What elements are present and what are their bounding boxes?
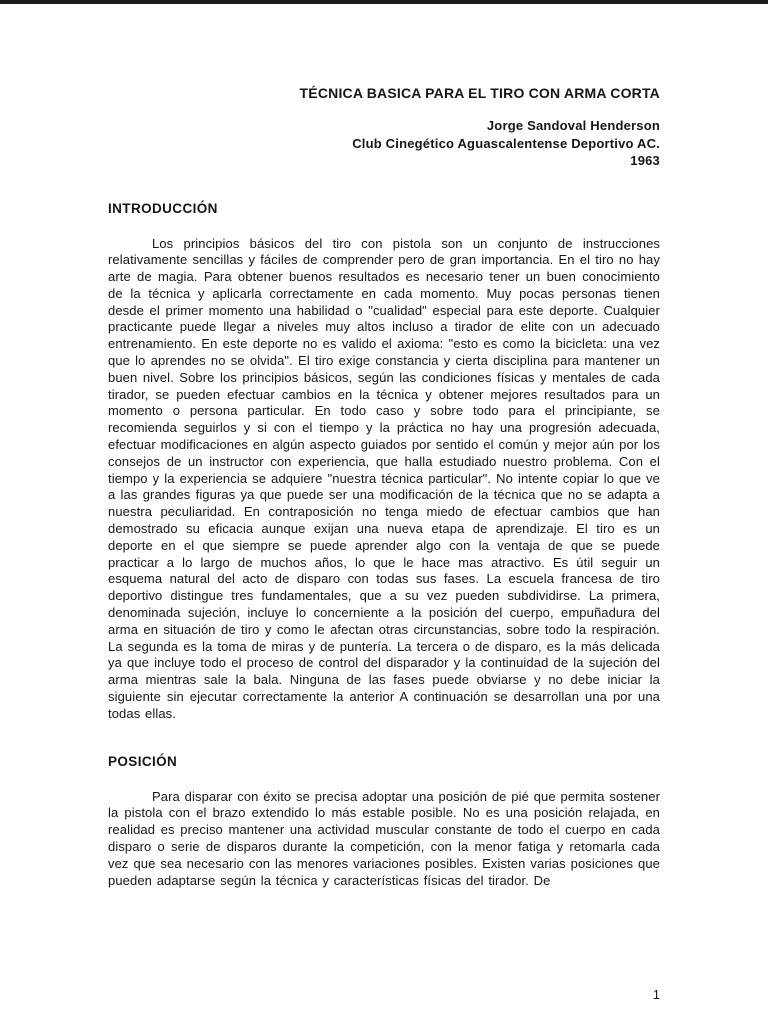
section-heading-introduccion: INTRODUCCIÓN (108, 200, 218, 216)
page-number: 1 (652, 987, 660, 1002)
scan-edge (0, 0, 768, 4)
section-heading-posicion: POSICIÓN (108, 753, 178, 769)
author-block (108, 117, 660, 170)
publication-year: 1963 (630, 153, 660, 168)
organization-name: Club Cinegético Aguascalentense Deportivo AC. (352, 135, 660, 151)
author-name: Jorge Sandoval Henderson (486, 118, 660, 133)
posicion-paragraph: Para disparar con éxito se precisa adoptar una posición de pié que permita sostener la pistola con el brazo extendido lo más estable posible. No es una posición relajada, en realidad es preciso mantener una actividad muscular constante de todo el cuerpo en cada disparo o serie de disparos durante la competición, con la menor fatiga y retomarla cada vez que sea necesario con las menores variaciones posibles. Existen varias posiciones que pueden adaptarse según la técnica y características físicas del tirador. De (108, 788, 660, 888)
introduccion-paragraph: Los principios básicos del tiro con pistola son un conjunto de instrucciones relativamente sencillas y fáciles de comprender pero de gran importancia. En el tiro no hay arte de magia. Para obtener buenos resultados es necesario tener un buen conocimiento de la técnica y aplicarla correctamente en cada momento. Muy pocas personas tienen desde el primer momento una habilidad o "cualidad" especial para este deporte. Cualquier practicante puede llegar a niveles muy altos incluso a tirador de elite con un adecuado entrenamiento. En este deporte no es valido el axioma: "esto es como la bicicleta: una vez que lo aprendes no se olvida". El tiro exige constancia y cierta disciplina para mantener un buen nivel. Sobre los principios básicos, según las condiciones físicas y mentales de cada tirador, se pueden efectuar cambios en la técnica y obtener mejores resultados para un momento o persona particular. En todo caso y sobre todo para el principiante, se recomienda seguirlos y si con el tiempo y la práctica no hay una progresión adecuada, efectuar modificaciones en algún aspecto guiados por sentido el común y mejor aún por los consejos de un instructor con experiencia, que halla estudiado nuestro problema. Con el tiempo y la experiencia se adquiere "nuestra técnica particular". No intente copiar lo que ve a las grandes figuras ya que puede ser una modificación de la técnica que no se adapta a nuestra peculiaridad. En contraposición no tenga miedo de efectuar cambios que han demostrado su eficacia aunque exijan una nueva etapa de aprendizaje. El tiro es un deporte en el que siempre se puede aprender algo con la ventaja de que se puede practicar a lo largo de muchos años, lo que le hace mas atractivo. Es útil seguir un esquema natural del acto de disparo con todas sus fases. La escuela francesa de tiro deportivo distingue tres fundamentales, que a su vez pueden subdividirse. La primera, denominada sujeción, incluye lo concerniente a la posición del cuerpo, empuñadura del arma en situación de tiro y como le afectan otras circunstancias, sobre todo la respiración. La segunda es la toma de miras y de puntería. La tercera o de disparo, es la más delicada ya que incluye todo el proceso de control del disparador y la continuidad de la sujeción del arma mientras sale la bala. Ninguna de las fases puede obviarse y no debe iniciar la siguiente sin ejecutar correctamente la anterior A continuación se desarrollan una por una todas ellas. (108, 235, 660, 721)
document-title: TÉCNICA BASICA PARA EL TIRO CON ARMA CORTA (299, 85, 660, 101)
page-content (108, 84, 660, 889)
